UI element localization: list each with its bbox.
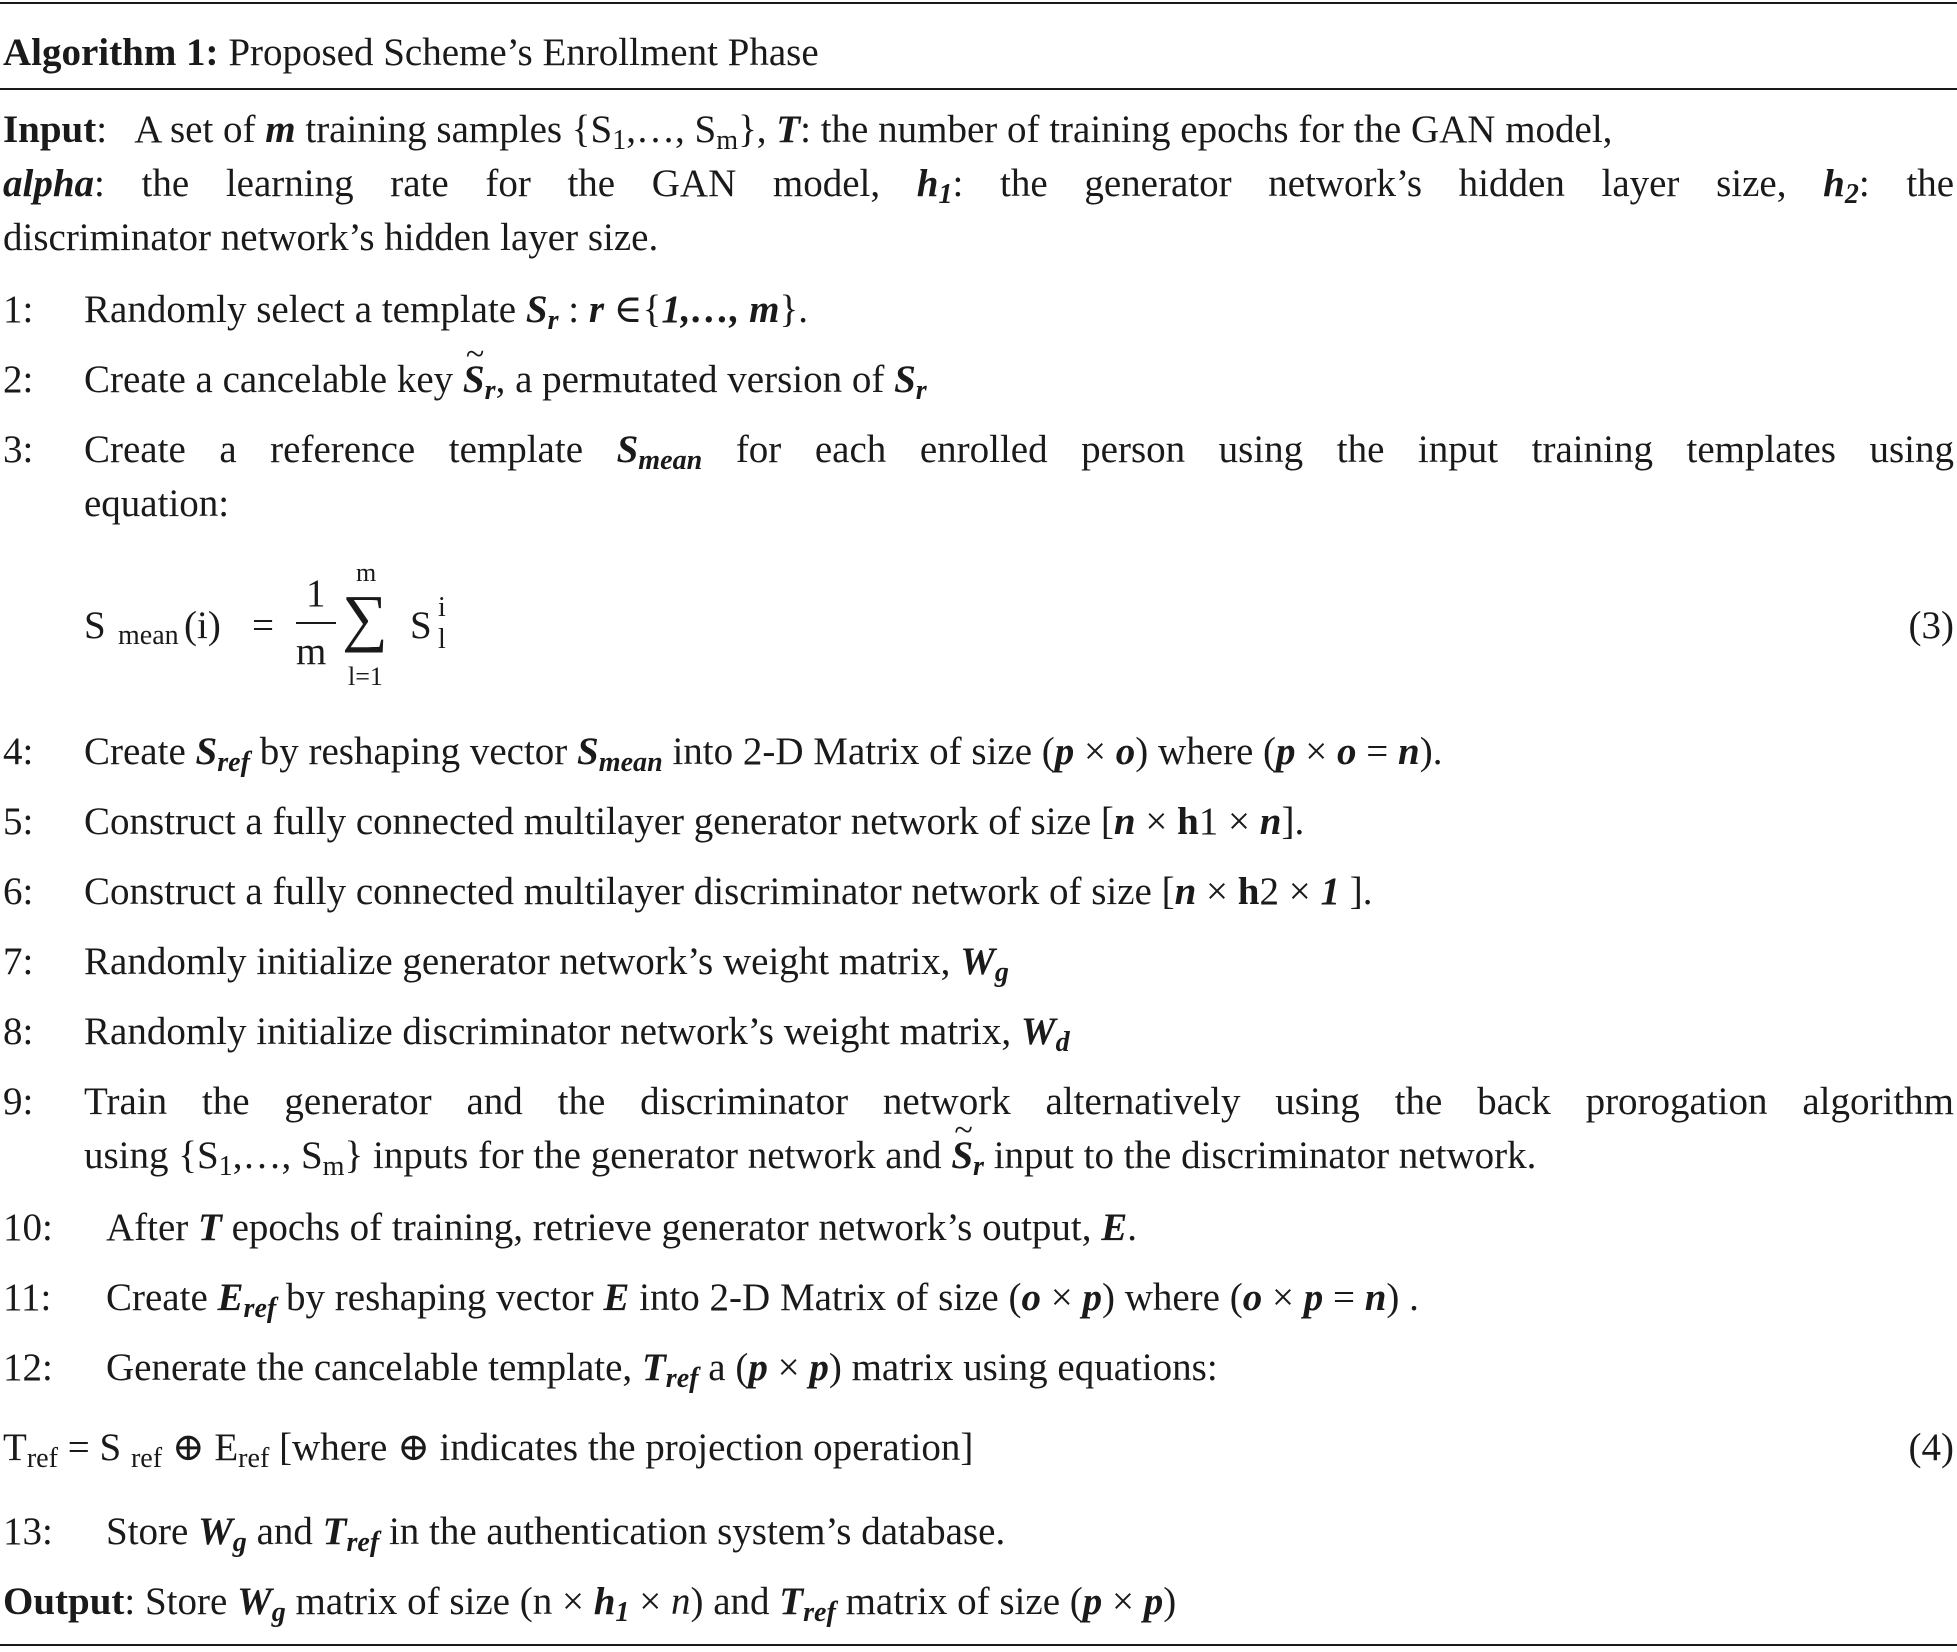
times: × xyxy=(1135,800,1178,843)
var-n: n xyxy=(1113,800,1136,843)
var-Wg: $W_g$ xyxy=(198,1510,247,1559)
var-n: n xyxy=(1364,1276,1387,1319)
eq4-note: [where ⊕ indicates the projection operation] xyxy=(269,1426,974,1469)
step-text: After xyxy=(106,1206,189,1249)
step-text: . xyxy=(1127,1206,1138,1249)
times: × xyxy=(1102,1580,1144,1623)
step-text: epochs of training, retrieve generator network’s output, xyxy=(231,1206,1092,1249)
input-text: : the generator network’s hidden layer size, xyxy=(952,162,1787,205)
eq4-equals: = xyxy=(58,1426,100,1469)
input-text: ,…, S xyxy=(626,108,717,151)
step-number: 1: xyxy=(3,288,34,331)
step-text: for each enrolled person using the input training templates using xyxy=(735,428,1955,471)
input-text: : the xyxy=(1858,162,1955,205)
output-text: matrix of size (n × xyxy=(295,1580,594,1623)
step-4 xyxy=(3,730,1443,779)
sub: 1 xyxy=(612,125,627,157)
step-text: equation: xyxy=(84,482,230,525)
h-index: 2 xyxy=(1259,870,1279,913)
var-alpha: alpha xyxy=(3,162,95,205)
h-index: 1 xyxy=(1198,800,1219,843)
equals: = xyxy=(1356,730,1399,773)
bottom-rule xyxy=(0,1644,1957,1646)
var-Tref: $T_{ref}$ xyxy=(641,1346,699,1395)
sub: m xyxy=(716,125,739,157)
step-9-cont xyxy=(84,1134,1537,1183)
step-text: ]. xyxy=(1281,800,1305,843)
step-number: 12: xyxy=(3,1346,53,1389)
var-Wg: $W_g$ xyxy=(960,940,1009,989)
var-Sr-tilde: ~ $S_r$ xyxy=(951,1134,984,1177)
var-Sr: $S_r$ xyxy=(525,288,559,337)
eq4-E-sub: ref xyxy=(238,1443,270,1475)
var-n: n xyxy=(1259,800,1282,843)
var-h1: $h_1$ xyxy=(916,162,953,211)
var-n: n xyxy=(1174,870,1197,913)
step-2 xyxy=(3,358,927,407)
var-p: p xyxy=(1082,1580,1103,1623)
eq3-sum-upper: m xyxy=(356,558,377,587)
var-Sr-tilde: ~ $S_r$ xyxy=(463,358,496,401)
var-p: p xyxy=(1082,1276,1102,1319)
input-text: training samples {S xyxy=(305,108,613,151)
var-Eref: $E_{ref}$ xyxy=(217,1276,277,1325)
var-o: o xyxy=(1115,730,1136,773)
step-text: }. xyxy=(779,288,808,331)
step-number: 10: xyxy=(3,1206,53,1249)
equation-4 xyxy=(3,1426,974,1475)
step-text: and xyxy=(256,1510,313,1553)
output-text: ) and xyxy=(690,1580,770,1623)
eq3-sub: l xyxy=(438,624,446,655)
input-label: Input xyxy=(3,108,97,151)
var-Wd: $W_d$ xyxy=(1020,1010,1070,1059)
eq4-T-sub: ref xyxy=(26,1443,58,1475)
eq3-sum-symbol: ∑ xyxy=(342,582,388,653)
var-n: n xyxy=(670,1580,691,1623)
input-sep: : xyxy=(96,108,108,151)
var-o: o xyxy=(1021,1276,1041,1319)
var-o: o xyxy=(1337,730,1357,773)
step-text: : xyxy=(558,288,589,331)
eq3-sum-lower: l=1 xyxy=(348,662,383,691)
step-text: into 2-D Matrix of size ( xyxy=(672,730,1055,773)
step-text: Store xyxy=(106,1510,189,1553)
algorithm-label: Algorithm 1: xyxy=(3,31,219,74)
step-text: using {S xyxy=(84,1134,219,1177)
var-p: p xyxy=(1276,730,1296,773)
output-label: Output xyxy=(3,1580,125,1623)
step-text: Create a cancelable key xyxy=(84,358,454,401)
times: × xyxy=(767,1346,810,1389)
step-11 xyxy=(3,1276,1419,1325)
eq3-sup: i xyxy=(438,592,446,623)
eq3-numerator: 1 xyxy=(306,572,326,615)
var-Wg: $W_g$ xyxy=(237,1580,286,1629)
input-text: A set of xyxy=(134,108,256,151)
var-T: T xyxy=(776,108,801,151)
var-p: p xyxy=(1143,1580,1164,1623)
times: × xyxy=(1262,1276,1304,1319)
step-text: Train the generator and the discriminator network alternatively using the back prorogation algorithm xyxy=(84,1080,1954,1123)
var-m: m xyxy=(265,108,296,151)
top-rule xyxy=(0,2,1957,4)
var-o: o xyxy=(1242,1276,1263,1319)
input-line-3 xyxy=(3,218,658,257)
step-text: ) where ( xyxy=(1135,730,1277,773)
var-Sr: $S_r$ xyxy=(894,358,927,407)
eq3-arg: (i) xyxy=(184,604,221,647)
step-text: ]. xyxy=(1340,870,1373,913)
var-h: h xyxy=(1237,870,1260,913)
title-rule xyxy=(0,88,1957,90)
var-Smean: $S_{mean}$ xyxy=(577,730,663,779)
step-text: Randomly select a template xyxy=(84,288,517,331)
input-text: discriminator network’s hidden layer size. xyxy=(3,216,659,259)
var-h2: $h_2$ xyxy=(1823,162,1859,211)
var-p: p xyxy=(748,1346,768,1389)
eq3-denominator: m xyxy=(296,630,327,673)
algorithm-title xyxy=(3,33,819,72)
equation-4-number: (4) xyxy=(1908,1426,1954,1469)
times: × xyxy=(1295,730,1338,773)
output-text: matrix of size ( xyxy=(845,1580,1083,1623)
input-text: }, xyxy=(738,108,767,151)
output-text: ) xyxy=(1163,1580,1177,1623)
equation-3 xyxy=(84,560,884,690)
step-text: ) . xyxy=(1386,1276,1419,1319)
step-6 xyxy=(3,872,1373,911)
step-text: by reshaping vector xyxy=(286,1276,594,1319)
step-text: Randomly initialize discriminator network’s weight matrix, xyxy=(84,1010,1012,1053)
output-line xyxy=(3,1580,1177,1629)
var-r: r xyxy=(588,288,605,331)
step-5 xyxy=(3,802,1304,841)
times: × xyxy=(1196,870,1238,913)
eq3-lhs: S xyxy=(84,604,106,647)
step-text: into 2-D Matrix of size ( xyxy=(639,1276,1022,1319)
sub: m xyxy=(322,1151,345,1183)
step-number: 11: xyxy=(3,1276,52,1319)
step-number: 2: xyxy=(3,358,34,401)
eq4-E: E xyxy=(214,1426,239,1469)
equation-3-number: (3) xyxy=(1908,604,1954,647)
step-7 xyxy=(3,940,1009,989)
step-3-cont xyxy=(84,484,229,523)
step-text: input to the discriminator network. xyxy=(993,1134,1537,1177)
var-E: E xyxy=(1101,1206,1128,1249)
eq3-lhs-sub: mean xyxy=(118,620,179,651)
step-text: } inputs for the generator network and xyxy=(344,1134,942,1177)
step-13 xyxy=(3,1510,1006,1559)
step-text: in the authentication system’s database. xyxy=(388,1510,1006,1553)
step-text: by reshaping vector xyxy=(259,730,568,773)
times: × xyxy=(1040,1276,1083,1319)
var-one: 1 xyxy=(1320,870,1340,913)
step-number: 3: xyxy=(3,428,34,471)
sub: 1 xyxy=(218,1151,233,1183)
var-p: p xyxy=(1054,730,1075,773)
step-text: Construct a fully connected multilayer discriminator network of size [ xyxy=(84,870,1175,913)
step-12 xyxy=(3,1346,1218,1395)
var-h1: $h_1$ xyxy=(593,1580,630,1629)
eq3-equals: = xyxy=(252,604,274,647)
step-text: ,…, S xyxy=(232,1134,323,1177)
step-3 xyxy=(3,428,1955,477)
var-Tref: $T_{ref}$ xyxy=(322,1510,380,1559)
step-number: 5: xyxy=(3,800,34,843)
output-text: : Store xyxy=(124,1580,228,1623)
step-text: , a permutated version of xyxy=(495,358,885,401)
step-number: 13: xyxy=(3,1510,53,1553)
eq4-S: S xyxy=(99,1426,122,1469)
input-line-2 xyxy=(3,162,1955,211)
input-text: : the number of training epochs for the GAN model, xyxy=(800,108,1613,151)
times: × xyxy=(1279,870,1321,913)
step-10 xyxy=(3,1208,1137,1247)
eq4-S-sub: ref xyxy=(130,1443,163,1475)
step-1 xyxy=(3,288,808,337)
equals: = xyxy=(1323,1276,1365,1319)
step-text: Generate the cancelable template, xyxy=(106,1346,633,1389)
var-p: p xyxy=(809,1346,829,1389)
eq4-operator: ⊕ xyxy=(162,1426,215,1469)
step-9 xyxy=(3,1082,1954,1121)
times: × xyxy=(1074,730,1116,773)
var-range: 1,…, m xyxy=(661,288,780,331)
step-text: Create a reference template xyxy=(84,428,584,471)
eq4-T: T xyxy=(3,1426,27,1469)
eq3-fraction-bar xyxy=(296,622,336,624)
step-number: 9: xyxy=(3,1080,34,1123)
step-text: Randomly initialize generator network’s weight matrix, xyxy=(84,940,951,983)
input-line-1 xyxy=(3,108,1613,157)
step-number: 8: xyxy=(3,1010,34,1053)
var-n: n xyxy=(1398,730,1420,773)
eq3-S: S xyxy=(410,604,432,647)
step-text: ) where ( xyxy=(1101,1276,1243,1319)
step-text: Create xyxy=(106,1276,208,1319)
step-number: 7: xyxy=(3,940,34,983)
step-number: 4: xyxy=(3,730,34,773)
input-text: : the learning rate for the GAN model, xyxy=(94,162,881,205)
step-text: ∈{ xyxy=(604,288,662,331)
step-8 xyxy=(3,1010,1070,1059)
algorithm-title-text: Proposed Scheme’s Enrollment Phase xyxy=(228,31,819,74)
step-text: a ( xyxy=(708,1346,749,1389)
times: × xyxy=(1218,800,1260,843)
var-h: h xyxy=(1177,800,1199,843)
var-T: T xyxy=(198,1206,222,1249)
var-Tref: $T_{ref}$ xyxy=(779,1580,836,1629)
step-text: ). xyxy=(1419,730,1443,773)
var-p: p xyxy=(1303,1276,1324,1319)
times: × xyxy=(629,1580,671,1623)
step-text: Construct a fully connected multilayer generator network of size [ xyxy=(84,800,1114,843)
var-Smean: $S_{mean}$ xyxy=(616,428,703,477)
step-text: Create xyxy=(84,730,186,773)
var-E: E xyxy=(603,1276,630,1319)
step-number: 6: xyxy=(3,870,34,913)
step-text: ) matrix using equations: xyxy=(828,1346,1218,1389)
var-Sref: $S_{ref}$ xyxy=(195,730,250,779)
